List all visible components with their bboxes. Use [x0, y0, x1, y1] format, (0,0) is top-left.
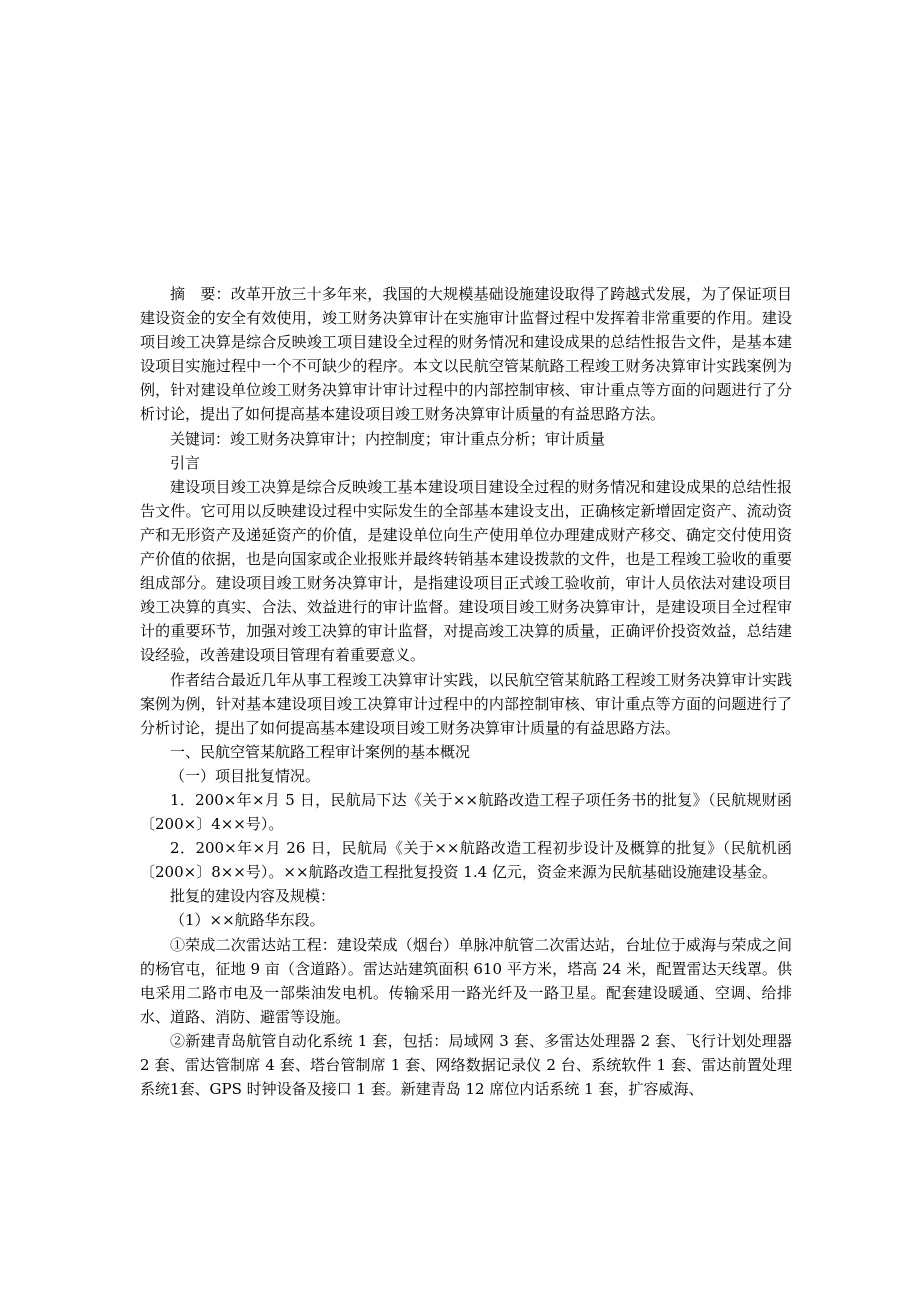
document-body: [140, 282, 792, 1101]
approval-item-1: 1．200×年×月 5 日，民航局下达《关于××航路改造工程子项任务书的批复》（民航规财函〔200×〕4××号）。: [140, 790, 792, 834]
section-1-subheading: （一）项目批复情况。: [170, 766, 321, 785]
approval-item-2: 2．200×年×月 26 日，民航局《关于××航路改造工程初步设计及概算的批复》（民航机函〔200×〕8××号）。××航路改造工程批复投资 1.4 亿元，资金来源为民航基础设施建设基金。: [140, 839, 792, 882]
scope-subheading: （1）××航路华东段。: [170, 911, 325, 930]
intro-heading: 引言: [170, 453, 201, 472]
intro-paragraph-1: 建设项目竣工决算是综合反映竣工基本建设项目建设全过程的财务情况和建设成果的总结性报告文件。它可用以反映建设过程中实际发生的全部基本建设支出，正确核定新增固定资产、流动资产和无形资产及递延资产的价值，是建设单位向生产使用单位办理建成财产移交、确定交付使用资产价值的依据，也是向国家或企业报账并最终转销基本建设拨款的文件，也是工程竣工验收的重要组成部分。建设项目竣工财务决算审计，是指建设项目正式竣工验收前，审计人员依法对建设项目竣工决算的真实、合法、效益进行的审计监督。建设项目竣工财务决算审计，是建设项目全过程审计的重要环节，加强对竣工决算的审计监督，对提高竣工决算的质量，正确评价投资效益，总结建设经验，改善建设项目管理有着重要意义。: [140, 477, 792, 665]
intro-paragraph-2: 作者结合最近几年从事工程竣工决算审计实践，以民航空管某航路工程竣工财务决算审计实践案例为例，针对基本建设项目竣工决算审计过程中的内部控制审核、审计重点等方面的问题进行了分析讨论，提出了如何提高基本建设项目竣工财务决算审计质量的有益思路方法。: [140, 670, 792, 737]
scope-item-2: ②新建青岛航管自动化系统 1 套，包括：局域网 3 套、多雷达处理器 2 套、飞行计划处理器 2 套、雷达管制席 4 套、塔台管制席 1 套、网络数据记录仪 2 台、系统软件 1 套、雷达前置处理系统1套、GPS 时钟设备及接口 1 套。新建青岛 12 席位内话系统 1 套，扩容威海、: [140, 1031, 792, 1099]
scope-item-1: ①荣成二次雷达站工程：建设荣成（烟台）单脉冲航管二次雷达站，台址位于威海与荣成之间的杨官屯，征地 9 亩（含道路）。雷达站建筑面积 610 平方米，塔高 24 米，配置雷达天线罩。供电采用二路市电及一部柴油发电机。传输采用一路光纤及一路卫星。配套建设暖通、空调、给排水、道路、消防、避雷等设施。: [140, 935, 792, 1026]
section-1-heading: 一、民航空管某航路工程审计案例的基本概况: [170, 742, 471, 761]
scope-heading: 批复的建设内容及规模：: [170, 887, 336, 906]
keywords-paragraph: 关键词：竣工财务决算审计；内控制度；审计重点分析；审计质量: [170, 429, 606, 448]
abstract-paragraph: 摘 要：改革开放三十多年来，我国的大规模基础设施建设取得了跨越式发展，为了保证项目建设资金的安全有效使用，竣工财务决算审计在实施审计监督过程中发挥着非常重要的作用。建设项目竣工决算是综合反映竣工项目建设全过程的财务情况和建设成果的总结性报告文件，是基本建设项目实施过程中一个不可缺少的程序。本文以民航空管某航路工程竣工财务决算审计实践案例为例，针对建设单位竣工财务决算审计审计过程中的内部控制审核、审计重点等方面的问题进行了分析讨论，提出了如何提高基本建设项目竣工财务决算审计质量的有益思路方法。: [140, 285, 792, 424]
